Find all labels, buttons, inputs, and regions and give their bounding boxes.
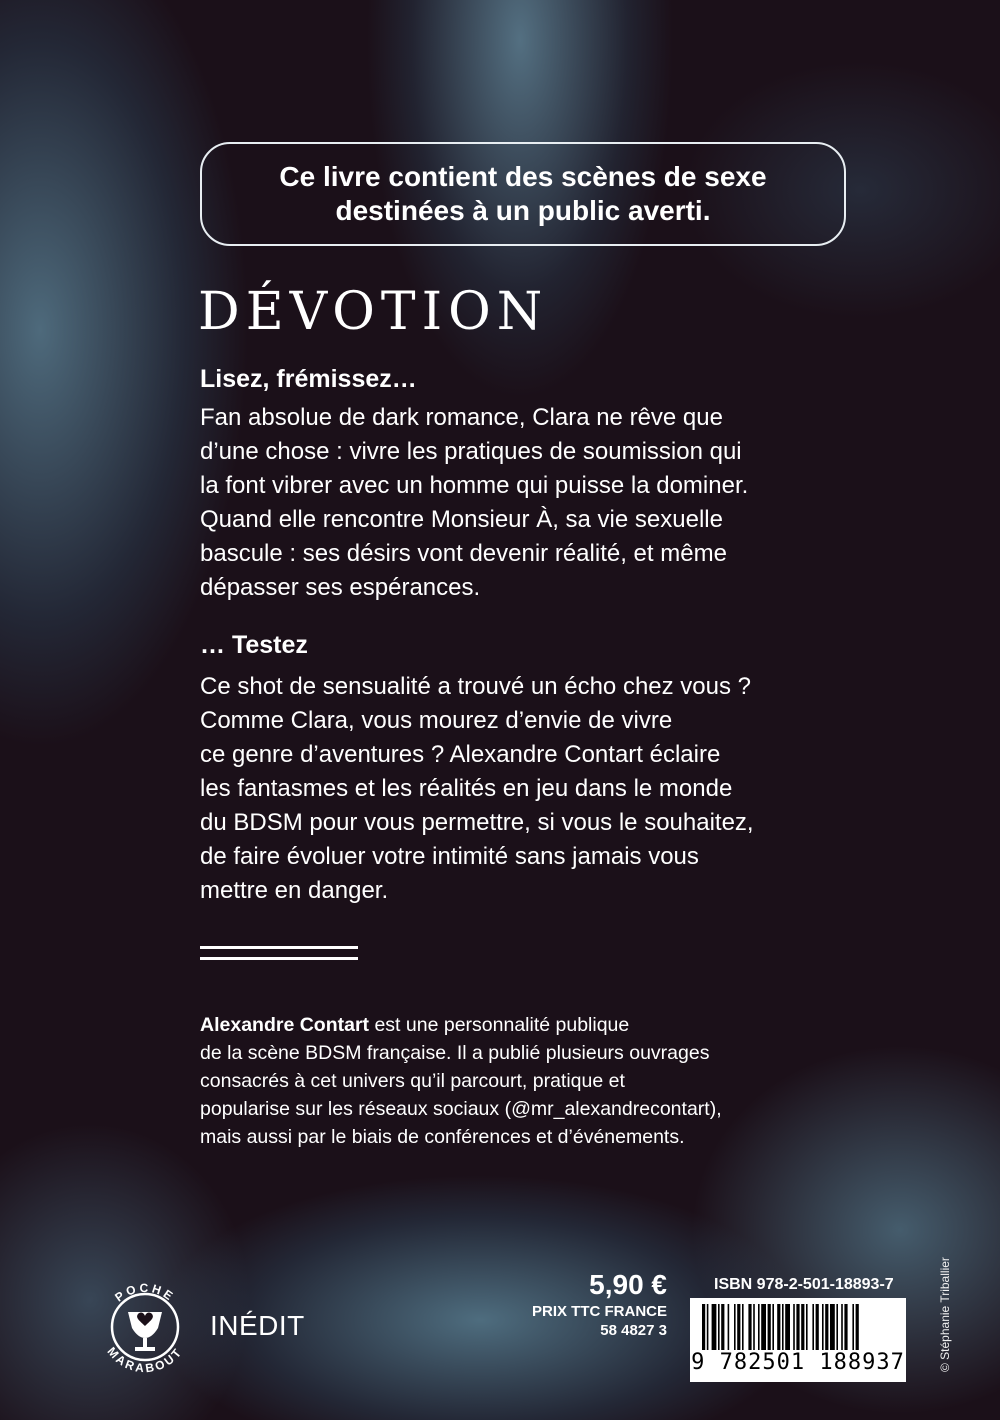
barcode-bar — [718, 1304, 720, 1350]
content-warning-box — [200, 142, 846, 246]
text-line: ce genre d’aventures ? Alexandre Contart éclaire — [200, 741, 721, 768]
text-line: Fan absolue de dark romance, Clara ne rêve que — [200, 404, 723, 431]
barcode-bar — [702, 1304, 705, 1350]
barcode-digits: 9 782501 188937 — [691, 1350, 905, 1375]
barcode-bar — [748, 1304, 751, 1350]
barcode-bar — [712, 1304, 717, 1350]
text-line: Quand elle rencontre Monsieur À, sa vie sexuelle — [200, 506, 723, 533]
barcode-bar — [796, 1304, 799, 1350]
barcode-bar — [742, 1304, 744, 1350]
barcode-bar — [841, 1304, 843, 1350]
barcode-bar — [728, 1304, 730, 1350]
barcode-bar — [737, 1304, 740, 1350]
barcode-bar — [734, 1304, 736, 1350]
barcode-bar — [822, 1304, 824, 1350]
text-line: mettre en danger. — [200, 877, 389, 904]
barcode-bar — [768, 1304, 771, 1350]
bio-line: popularise sur les réseaux sociaux (@mr_alexandrecontart), — [200, 1098, 722, 1120]
poche-marabout-logo — [90, 1272, 200, 1382]
barcode-bar — [836, 1304, 838, 1350]
price-label: PRIX TTC FRANCE — [532, 1303, 667, 1320]
barcode-bar — [721, 1304, 724, 1350]
barcode-bar — [707, 1304, 709, 1350]
barcode-bar — [801, 1304, 804, 1350]
edition-label: INÉDIT — [210, 1310, 305, 1341]
barcode-bar — [856, 1304, 859, 1350]
barcode-bar — [806, 1304, 808, 1350]
barcode-bars — [690, 1298, 906, 1354]
section-heading-testez: … Testez — [200, 631, 308, 659]
barcode-bar — [753, 1304, 755, 1350]
text-line: du BDSM pour vous permettre, si vous le souhaitez, — [200, 809, 754, 836]
price-code: 58 4827 3 — [600, 1322, 667, 1339]
warning-line: Ce livre contient des scènes de sexe — [279, 161, 767, 192]
bio-line: mais aussi par le biais de conférences et d’événements. — [200, 1126, 685, 1148]
book-title: DÉVOTION — [198, 282, 549, 342]
author-bio — [200, 1011, 722, 1151]
barcode-bar — [844, 1304, 847, 1350]
divider-line — [200, 957, 358, 960]
bio-line: consacrés à cet univers qu’il parcourt, pratique et — [200, 1070, 625, 1092]
barcode-bar — [758, 1304, 760, 1350]
goblet-heart-icon — [128, 1312, 162, 1351]
section-heading-lisez: Lisez, frémissez… — [200, 365, 417, 393]
text-line: les fantasmes et les réalités en jeu dans le monde — [200, 775, 733, 802]
barcode-bar — [825, 1304, 828, 1350]
barcode-bar — [852, 1304, 854, 1350]
synopsis-paragraph — [200, 401, 748, 605]
text-line: de faire évoluer votre intimité sans jamais vous — [200, 843, 699, 870]
bio-line — [200, 1011, 722, 1039]
barcode — [690, 1298, 906, 1382]
pitch-paragraph — [200, 670, 754, 908]
barcode-bar — [772, 1304, 774, 1350]
logo-top-text: POCHE — [112, 1280, 178, 1305]
barcode-bar — [816, 1304, 819, 1350]
barcode-bar — [782, 1304, 784, 1350]
price-value: 5,90 € — [589, 1269, 667, 1300]
divider-line — [200, 946, 358, 949]
bio-line-rest: est une personnalité publique — [369, 1014, 630, 1036]
author-name: Alexandre Contart — [200, 1014, 370, 1036]
bio-line: de la scène BDSM française. Il a publié plusieurs ouvrages — [200, 1042, 710, 1064]
text-line: la font vibrer avec un homme qui puisse la dominer. — [200, 472, 749, 499]
isbn-label: ISBN 978-2-501-18893-7 — [714, 1276, 894, 1293]
barcode-bar — [785, 1304, 790, 1350]
barcode-bar — [793, 1304, 795, 1350]
text-line: bascule : ses désirs vont devenir réalité, et même — [200, 540, 727, 567]
price-block — [532, 1268, 667, 1340]
barcode-bar — [812, 1304, 814, 1350]
barcode-bar — [761, 1304, 766, 1350]
text-line: Ce shot de sensualité a trouvé un écho chez vous ? — [200, 673, 752, 700]
photo-credit: © Stéphanie Triballier — [938, 1257, 952, 1372]
barcode-bar — [830, 1304, 835, 1350]
text-line: Comme Clara, vous mourez d’envie de vivre — [200, 707, 673, 734]
warning-line: destinées à un public averti. — [335, 195, 711, 226]
barcode-bar — [777, 1304, 780, 1350]
text-line: d’une chose : vivre les pratiques de soumission qui — [200, 438, 742, 465]
text-line: dépasser ses espérances. — [200, 574, 481, 601]
logo-bottom-text: MARABOUT — [104, 1344, 186, 1376]
